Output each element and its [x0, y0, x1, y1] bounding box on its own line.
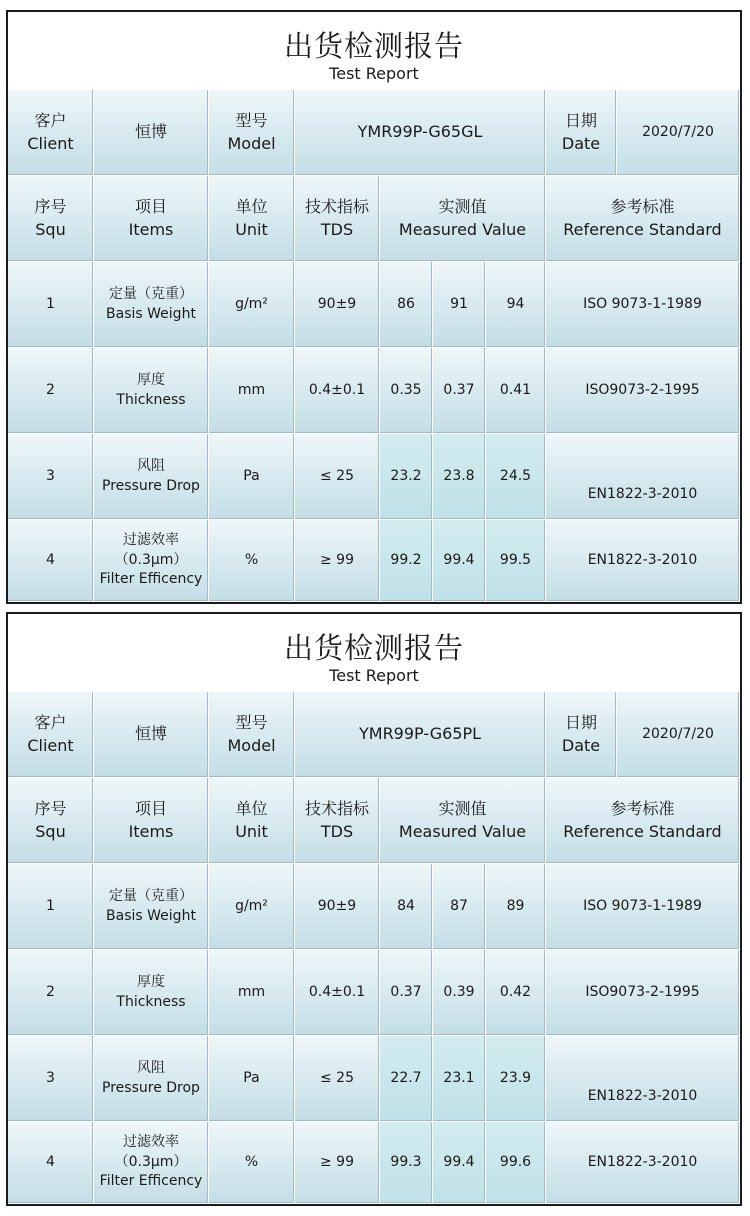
model-label-cn: 型号: [235, 713, 268, 733]
table-row-item: [94, 1122, 209, 1204]
row-number: 1: [46, 295, 55, 312]
table-row-item: [94, 950, 209, 1036]
table-row-standard: [546, 520, 740, 602]
model-value-cell: [295, 90, 546, 176]
measured-value: 0.35: [390, 381, 422, 398]
measured-value: 23.1: [443, 1069, 475, 1086]
table-row-standard: [546, 864, 740, 950]
measured-value: 99.2: [390, 551, 422, 568]
header-items: [94, 778, 209, 864]
tds-value: ≥ 99: [320, 1153, 354, 1170]
measured-value-cell: [433, 1036, 486, 1122]
unit-value: mm: [237, 381, 266, 398]
unit-value: %: [244, 1153, 259, 1170]
table-row-no: [8, 1036, 94, 1122]
table-row-unit: [209, 1122, 295, 1204]
measured-value: 87: [450, 897, 468, 914]
measured-value-cell: [380, 520, 433, 602]
table-row-tds: [295, 950, 380, 1036]
date-value: 2020/7/20: [642, 725, 714, 742]
model-value: YMR99P-G65GL: [357, 122, 483, 142]
header-items: [94, 176, 209, 262]
reference-standard-value: ISO 9073-1-1989: [583, 295, 702, 312]
table-row-unit: [209, 1036, 295, 1122]
item-name-cn: 厚度: [137, 371, 165, 388]
header-tds: [295, 176, 380, 262]
item-name-en: Pressure Drop: [102, 1079, 200, 1096]
measured-value: 91: [450, 295, 468, 312]
measured-value: 99.3: [390, 1153, 422, 1170]
client-value-cell: [94, 692, 209, 778]
header-reference-cn: 参考标准: [610, 197, 675, 217]
table-row-no: [8, 348, 94, 434]
item-name-cn-sub: （0.3μm）: [114, 551, 188, 568]
header-squ-cn: 序号: [34, 799, 67, 819]
table-row-item: [94, 262, 209, 348]
item-name-cn: 定量（克重）: [109, 285, 193, 302]
item-name-en: Thickness: [116, 993, 186, 1010]
header-reference: [546, 778, 740, 864]
date-label-en: Date: [561, 133, 601, 153]
item-name-en: Filter Efficency: [99, 571, 203, 588]
table-row-unit: [209, 520, 295, 602]
header-items-en: Items: [128, 219, 174, 239]
item-name-en: Basis Weight: [106, 907, 196, 924]
measured-value-cell: [380, 950, 433, 1036]
item-name-cn: 厚度: [137, 973, 165, 990]
tds-value: 90±9: [317, 295, 357, 312]
measured-value-cell: [433, 434, 486, 520]
measured-value-cell: [486, 520, 546, 602]
measured-value-cell: [486, 262, 546, 348]
item-name-cn: 风阻: [137, 457, 165, 474]
table-row-tds: [295, 262, 380, 348]
tds-value: ≥ 99: [320, 551, 354, 568]
table-row-unit: [209, 434, 295, 520]
header-squ: [8, 778, 94, 864]
table-row-unit: [209, 864, 295, 950]
date-label-cn: 日期: [564, 111, 597, 131]
table-row-tds: [295, 1122, 380, 1204]
client-label-cell: [8, 90, 94, 176]
measured-value: 0.39: [443, 983, 475, 1000]
measured-value: 86: [397, 295, 415, 312]
client-label-cn: 客户: [34, 713, 67, 733]
item-name-cn: 风阻: [137, 1059, 165, 1076]
measured-value-cell: [380, 1122, 433, 1204]
item-name-cn: 过滤效率: [123, 532, 179, 549]
measured-value: 99.4: [443, 551, 475, 568]
model-value: YMR99P-G65PL: [358, 724, 482, 744]
date-value: 2020/7/20: [642, 123, 714, 140]
header-tds: [295, 778, 380, 864]
model-label-en: Model: [227, 735, 276, 755]
tds-value: 90±9: [317, 897, 357, 914]
measured-value-cell: [486, 348, 546, 434]
client-label-en: Client: [27, 133, 74, 153]
reference-standard-value: EN1822-3-2010: [587, 1153, 698, 1170]
measured-value: 24.5: [499, 467, 532, 484]
table-row-no: [8, 1122, 94, 1204]
item-name-en: Filter Efficency: [99, 1173, 203, 1190]
measured-value: 0.41: [499, 381, 532, 398]
measured-value-cell: [433, 348, 486, 434]
measured-value-cell: [486, 1036, 546, 1122]
header-items-cn: 项目: [134, 197, 167, 217]
reference-standard-value: ISO9073-2-1995: [585, 983, 700, 1000]
reference-standard-value: EN1822-3-2010: [587, 486, 698, 503]
table-row-no: [8, 950, 94, 1036]
measured-value: 23.2: [390, 467, 422, 484]
measured-value-cell: [486, 864, 546, 950]
test-report-1: [6, 10, 742, 604]
measured-value: 99.6: [499, 1153, 532, 1170]
measured-value-cell: [380, 348, 433, 434]
table-row-unit: [209, 950, 295, 1036]
row-number: 3: [46, 1069, 55, 1086]
measured-value-cell: [433, 950, 486, 1036]
table-row-standard: [546, 434, 740, 520]
measured-value: 89: [506, 897, 525, 914]
date-label-cell: [546, 90, 617, 176]
row-number: 1: [46, 897, 55, 914]
measured-value: 23.9: [499, 1069, 532, 1086]
measured-value: 94: [506, 295, 525, 312]
item-name-en: Pressure Drop: [102, 477, 200, 494]
row-number: 2: [46, 983, 55, 1000]
report-title-en: Test Report: [329, 666, 419, 685]
header-tds-cn: 技术指标: [304, 197, 369, 217]
test-report-2: [6, 612, 742, 1206]
header-reference: [546, 176, 740, 262]
table-row-standard: [546, 950, 740, 1036]
header-reference-cn: 参考标准: [610, 799, 675, 819]
item-name-en: Thickness: [116, 391, 186, 408]
header-squ-en: Squ: [35, 821, 66, 841]
reference-standard-value: ISO 9073-1-1989: [583, 897, 702, 914]
report-title-block: [8, 614, 740, 692]
unit-value: Pa: [243, 467, 260, 484]
report-title-block: [8, 12, 740, 90]
measured-value: 22.7: [390, 1069, 422, 1086]
header-squ-cn: 序号: [34, 197, 67, 217]
unit-value: Pa: [243, 1069, 260, 1086]
table-row-item: [94, 434, 209, 520]
header-squ-en: Squ: [35, 219, 66, 239]
table-row-unit: [209, 262, 295, 348]
header-unit-cn: 单位: [235, 799, 268, 819]
item-name-cn-sub: （0.3μm）: [114, 1153, 188, 1170]
measured-value-cell: [486, 434, 546, 520]
table-row-tds: [295, 1036, 380, 1122]
header-measured: [380, 778, 546, 864]
header-measured-cn: 实测值: [438, 799, 487, 819]
header-unit: [209, 176, 295, 262]
measured-value-cell: [486, 1122, 546, 1204]
model-label-cn: 型号: [235, 111, 268, 131]
date-label-en: Date: [561, 735, 601, 755]
header-tds-en: TDS: [320, 219, 354, 239]
tds-value: 0.4±0.1: [308, 983, 366, 1000]
tds-value: 0.4±0.1: [308, 381, 366, 398]
client-value: 恒博: [134, 122, 167, 142]
table-row-no: [8, 520, 94, 602]
unit-value: g/m²: [235, 295, 268, 312]
table-row-tds: [295, 520, 380, 602]
client-label-cell: [8, 692, 94, 778]
table-row-no: [8, 434, 94, 520]
table-row-item: [94, 520, 209, 602]
unit-value: g/m²: [235, 897, 268, 914]
row-number: 4: [46, 1153, 55, 1170]
header-tds-cn: 技术指标: [304, 799, 369, 819]
row-number: 3: [46, 467, 55, 484]
table-row-standard: [546, 262, 740, 348]
measured-value-cell: [380, 434, 433, 520]
client-label-en: Client: [27, 735, 74, 755]
header-unit: [209, 778, 295, 864]
model-value-cell: [295, 692, 546, 778]
client-value: 恒博: [134, 724, 167, 744]
measured-value-cell: [380, 864, 433, 950]
measured-value: 0.37: [443, 381, 475, 398]
table-row-tds: [295, 434, 380, 520]
header-squ: [8, 176, 94, 262]
table-row-unit: [209, 348, 295, 434]
measured-value: 0.42: [499, 983, 532, 1000]
measured-value-cell: [433, 520, 486, 602]
unit-value: mm: [237, 983, 266, 1000]
header-measured: [380, 176, 546, 262]
table-row-tds: [295, 348, 380, 434]
item-name-cn: 过滤效率: [123, 1134, 179, 1151]
table-row-no: [8, 864, 94, 950]
measured-value-cell: [433, 1122, 486, 1204]
report-title-cn: 出货检测报告: [283, 29, 464, 63]
client-label-cn: 客户: [34, 111, 67, 131]
header-reference-en: Reference Standard: [563, 219, 722, 239]
tds-value: ≤ 25: [320, 467, 354, 484]
header-unit-en: Unit: [235, 821, 268, 841]
table-row-tds: [295, 864, 380, 950]
table-row-standard: [546, 348, 740, 434]
measured-value-cell: [433, 864, 486, 950]
row-number: 2: [46, 381, 55, 398]
table-row-standard: [546, 1036, 740, 1122]
measured-value: 99.4: [443, 1153, 475, 1170]
header-items-en: Items: [128, 821, 174, 841]
measured-value-cell: [380, 1036, 433, 1122]
unit-value: %: [244, 551, 259, 568]
table-row-item: [94, 348, 209, 434]
report-title-en: Test Report: [329, 64, 419, 83]
date-value-cell: [617, 90, 740, 176]
model-label-cell: [209, 90, 295, 176]
client-value-cell: [94, 90, 209, 176]
reference-standard-value: EN1822-3-2010: [587, 551, 698, 568]
header-unit-cn: 单位: [235, 197, 268, 217]
table-row-no: [8, 262, 94, 348]
measured-value-cell: [486, 950, 546, 1036]
item-name-cn: 定量（克重）: [109, 887, 193, 904]
header-reference-en: Reference Standard: [563, 821, 722, 841]
model-label-en: Model: [227, 133, 276, 153]
tds-value: ≤ 25: [320, 1069, 354, 1086]
reference-standard-value: EN1822-3-2010: [587, 1088, 698, 1105]
report-title-cn: 出货检测报告: [283, 631, 464, 665]
measured-value-cell: [433, 262, 486, 348]
table-row-item: [94, 1036, 209, 1122]
header-measured-en: Measured Value: [398, 219, 527, 239]
table-row-standard: [546, 1122, 740, 1204]
measured-value: 84: [397, 897, 415, 914]
header-items-cn: 项目: [134, 799, 167, 819]
date-label-cn: 日期: [564, 713, 597, 733]
header-measured-en: Measured Value: [398, 821, 527, 841]
header-unit-en: Unit: [235, 219, 268, 239]
table-row-item: [94, 864, 209, 950]
reference-standard-value: ISO9073-2-1995: [585, 381, 700, 398]
item-name-en: Basis Weight: [106, 305, 196, 322]
date-value-cell: [617, 692, 740, 778]
measured-value: 0.37: [390, 983, 422, 1000]
measured-value: 99.5: [499, 551, 532, 568]
model-label-cell: [209, 692, 295, 778]
date-label-cell: [546, 692, 617, 778]
header-tds-en: TDS: [320, 821, 354, 841]
row-number: 4: [46, 551, 55, 568]
measured-value-cell: [380, 262, 433, 348]
header-measured-cn: 实测值: [438, 197, 487, 217]
measured-value: 23.8: [443, 467, 475, 484]
